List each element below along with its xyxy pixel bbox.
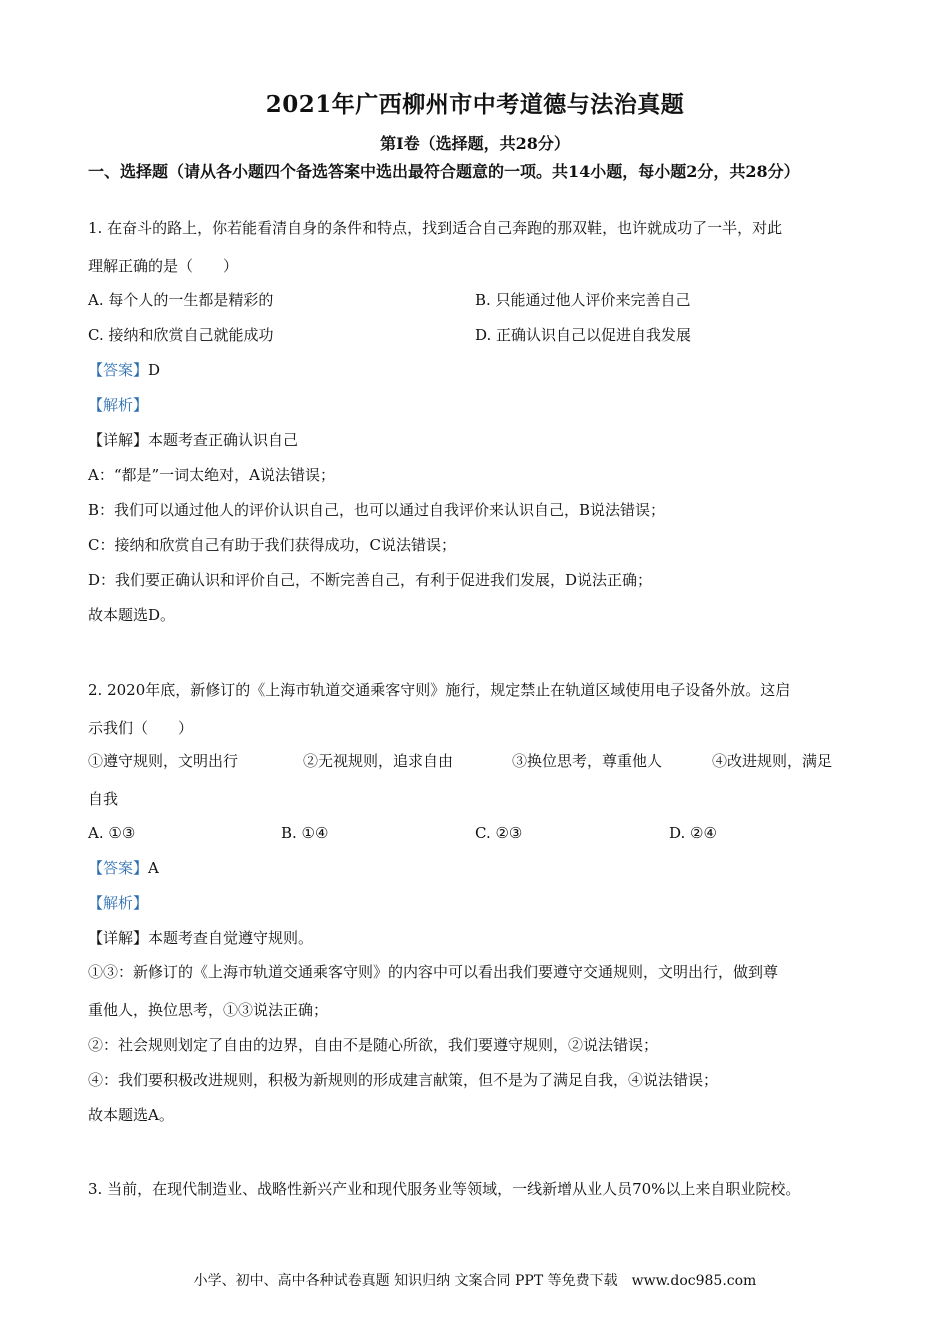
detail-text: 本题考查自觉遵守规则。 [148, 929, 314, 947]
q2-item-4-cont: 自我 [88, 790, 119, 808]
answer-value: D [148, 361, 161, 379]
q2-stem-line1: 2. 2020年底，新修订的《上海市轨道交通乘客守则》施行，规定禁止在轨道区域使用电子设备外放。这启 [88, 681, 791, 699]
section-heading: 一、选择题（请从各小题四个备选答案中选出最符合题意的一项。共14小题，每小题2分，共28分） [88, 162, 800, 181]
q2-explanation-line: ④：我们要积极改进规则，积极为新规则的形成建言献策，但不是为了满足自我，④说法错误； [88, 1071, 719, 1089]
q2-stem-line2: 示我们（ ） [88, 719, 194, 737]
q1-conclusion: 故本题选D。 [88, 606, 176, 624]
detail-tag: 【详解】 [88, 431, 149, 449]
q2-conclusion: 故本题选A。 [88, 1106, 174, 1124]
q1-stem-line1: 1. 在奋斗的路上，你若能看清自身的条件和特点，找到适合自己奔跑的那双鞋，也许就成功了一半，对此 [88, 219, 783, 237]
page-title: 2021年广西柳州市中考道德与法治真题 [265, 91, 685, 118]
q2-option-d: D. ②④ [669, 824, 717, 842]
q2-detail [88, 928, 313, 948]
q2-option-b: B. ①④ [281, 824, 329, 842]
q1-option-b: B. 只能通过他人评价来完善自己 [475, 291, 691, 309]
q1-explanation-line: C：接纳和欣赏自己有助于我们获得成功，C说法错误； [88, 536, 456, 554]
q1-option-c: C. 接纳和欣赏自己就能成功 [88, 326, 274, 344]
q2-item-2: ②无视规则，追求自由 [303, 752, 454, 770]
q2-item-4: ④改进规则，满足 [712, 752, 833, 770]
q2-option-c: C. ②③ [475, 824, 523, 842]
q1-option-d: D. 正确认识自己以促进自我发展 [475, 326, 692, 344]
q1-answer [88, 360, 160, 380]
q1-explanation-line: D：我们要正确认识和评价自己，不断完善自己，有利于促进我们发展，D说法正确； [88, 571, 653, 589]
q1-detail [88, 430, 298, 450]
q2-item-1: ①遵守规则，文明出行 [88, 752, 239, 770]
answer-tag: 【答案】 [88, 859, 149, 877]
q1-explanation-line: A：“都是”一词太绝对，A说法错误； [88, 466, 336, 484]
answer-tag: 【答案】 [88, 361, 149, 379]
q2-answer [88, 858, 159, 878]
q2-explanation-line: ①③：新修订的《上海市轨道交通乘客守则》的内容中可以看出我们要遵守交通规则，文明出行，做到尊 [88, 963, 779, 981]
page-footer: 小学、初中、高中各种试卷真题 知识归纳 文案合同 PPT 等免费下载 www.doc985.com [193, 1273, 757, 1289]
q1-explanation-line: B：我们可以通过他人的评价认识自己，也可以通过自我评价来认识自己，B说法错误； [88, 501, 666, 519]
answer-value: A [148, 859, 159, 877]
q3-stem-line1: 3. 当前，在现代制造业、战略性新兴产业和现代服务业等领域，一线新增从业人员70%以上来自职业院校。 [88, 1180, 801, 1198]
q2-analysis-tag: 【解析】 [88, 894, 149, 912]
detail-tag: 【详解】 [88, 929, 149, 947]
paper-subtitle: 第Ⅰ卷（选择题，共28分） [380, 134, 570, 153]
q2-explanation-line: 重他人，换位思考，①③说法正确； [88, 1001, 329, 1019]
q2-option-a: A. ①③ [88, 824, 136, 842]
q2-explanation-line: ②：社会规则划定了自由的边界，自由不是随心所欲，我们要遵守规则，②说法错误； [88, 1036, 659, 1054]
q1-option-a: A. 每个人的一生都是精彩的 [88, 291, 274, 309]
q1-stem-line2: 理解正确的是（ ） [88, 257, 239, 275]
q1-analysis-tag: 【解析】 [88, 396, 149, 414]
q2-item-3: ③换位思考，尊重他人 [512, 752, 663, 770]
detail-text: 本题考查正确认识自己 [148, 431, 299, 449]
